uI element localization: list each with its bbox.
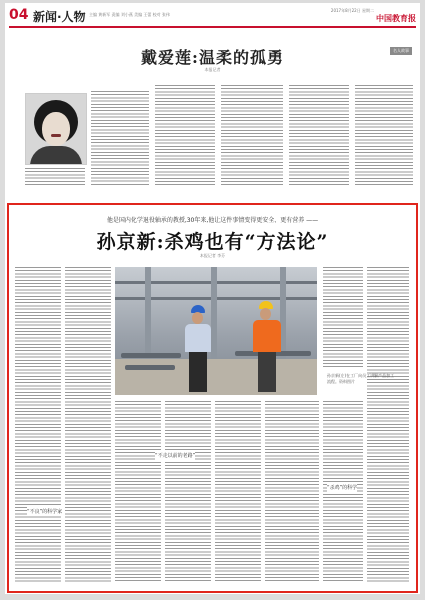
subhead: “不走以前的老路” (155, 453, 196, 459)
story2-text-column (65, 267, 111, 583)
subhead: “杀鸡”的科学 (327, 485, 358, 491)
issue-date: 2017年8月22日 星期二 (330, 8, 374, 13)
story1-text-column (289, 85, 349, 186)
story2-text-column (323, 401, 363, 583)
section-number: 04 (9, 7, 29, 23)
story2-text-column (215, 401, 261, 583)
story2-title[interactable]: 孙京新:杀鸡也有“方法论” (96, 231, 329, 253)
story2-text-column (115, 401, 161, 583)
story1-text-column (355, 85, 413, 186)
story1-title[interactable]: 戴爱莲:温柔的孤勇 (141, 48, 284, 67)
story2-byline: 本报记者 李芬 (199, 253, 226, 258)
photo-caption: 孙京新(左)在工厂向员工讲解产品加工流程。资料图片 (327, 373, 395, 384)
subhead: “不良”的科学家 (27, 509, 63, 515)
editor-credits: 主编 黄新军 责编 刘小燕 美编 王蕾 校对 张伟 (89, 12, 170, 17)
story1-text-column (91, 91, 149, 186)
header-rule (9, 26, 416, 28)
story2-text-column (323, 267, 363, 367)
portrait-photo (25, 93, 87, 165)
factory-photo (115, 267, 317, 395)
story2-text-column (367, 267, 409, 583)
story2-lead: 他是国内化学退役轴承的教授,30年来,他让这件事情变得更安全、更有营养 —— (106, 217, 319, 224)
story1-text-column (155, 85, 215, 186)
story1-text-column (25, 168, 85, 186)
story1-text-column (221, 85, 283, 186)
story2-text-column (265, 401, 319, 583)
story1-tag: 名人故事 (390, 47, 412, 55)
story1-byline: 本报记者 (204, 67, 221, 72)
newspaper-page (5, 3, 420, 594)
page-header (5, 3, 420, 31)
newspaper-logo: 中国教育报 (376, 13, 416, 23)
section-name: 新闻·人物 (33, 10, 86, 24)
story2-text-column (15, 267, 61, 583)
story2-text-column (165, 401, 211, 583)
